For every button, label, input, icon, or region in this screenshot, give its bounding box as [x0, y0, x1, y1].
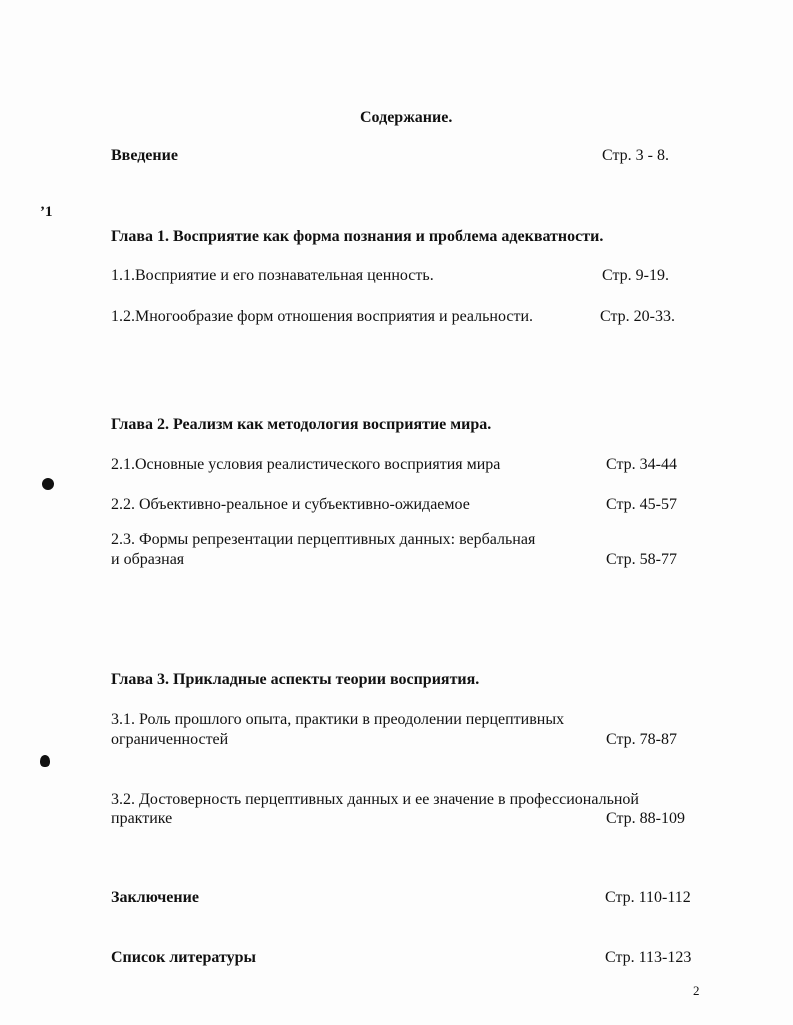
chapter1-heading: Глава 1. Восприятие как форма познания и проблема адекватности.: [111, 228, 604, 245]
chapter1-item1-label: 1.1.Восприятие и его познавательная ценность.: [111, 267, 434, 284]
chapter3-item2-label-line2: практике: [111, 810, 173, 827]
intro-pages: Стр. 3 - 8.: [602, 147, 669, 164]
margin-dot: [42, 478, 54, 490]
chapter2-item2-label: 2.2. Объективно-реальное и субъективно-ожидаемое: [111, 496, 470, 513]
bibliography-label: Список литературы: [111, 949, 256, 966]
page-number: 2: [693, 983, 700, 998]
chapter3-item1-label-line1: 3.1. Роль прошлого опыта, практики в преодолении перцептивных: [111, 711, 565, 728]
margin-dot: [40, 755, 50, 767]
bibliography-pages: Стр. 113-123: [605, 949, 692, 966]
chapter2-item2-pages: Стр. 45-57: [606, 496, 677, 513]
intro-label: Введение: [111, 147, 178, 164]
chapter2-item1-label: 2.1.Основные условия реалистического восприятия мира: [111, 456, 501, 473]
chapter3-item2-pages: Стр. 88-109: [606, 810, 685, 827]
conclusion-pages: Стр. 110-112: [605, 889, 691, 906]
chapter2-item3-label-line2: и образная: [111, 551, 185, 568]
chapter3-heading: Глава 3. Прикладные аспекты теории восприятия.: [111, 671, 480, 688]
conclusion-label: Заключение: [111, 889, 199, 906]
margin-mark-text: ’1: [40, 204, 53, 220]
chapter1-item2-pages: Стр. 20-33.: [600, 308, 675, 325]
chapter2-heading: Глава 2. Реализм как методология восприятие мира.: [111, 416, 492, 433]
chapter2-item3-label-line1: 2.3. Формы репрезентации перцептивных данных: вербальная: [111, 531, 536, 548]
chapter1-item2-label: 1.2.Многообразие форм отношения восприятия и реальности.: [111, 308, 534, 325]
chapter1-item1-pages: Стр. 9-19.: [602, 267, 669, 284]
chapter3-item2-label-line1: 3.2. Достоверность перцептивных данных и ее значение в профессиональной: [111, 791, 639, 808]
chapter3-item1-label-line2: ограниченностей: [111, 731, 229, 748]
chapter2-item1-pages: Стр. 34-44: [606, 456, 677, 473]
chapter2-item3-pages: Стр. 58-77: [606, 551, 677, 568]
chapter3-item1-pages: Стр. 78-87: [606, 731, 677, 748]
page-title: Содержание.: [360, 109, 453, 126]
